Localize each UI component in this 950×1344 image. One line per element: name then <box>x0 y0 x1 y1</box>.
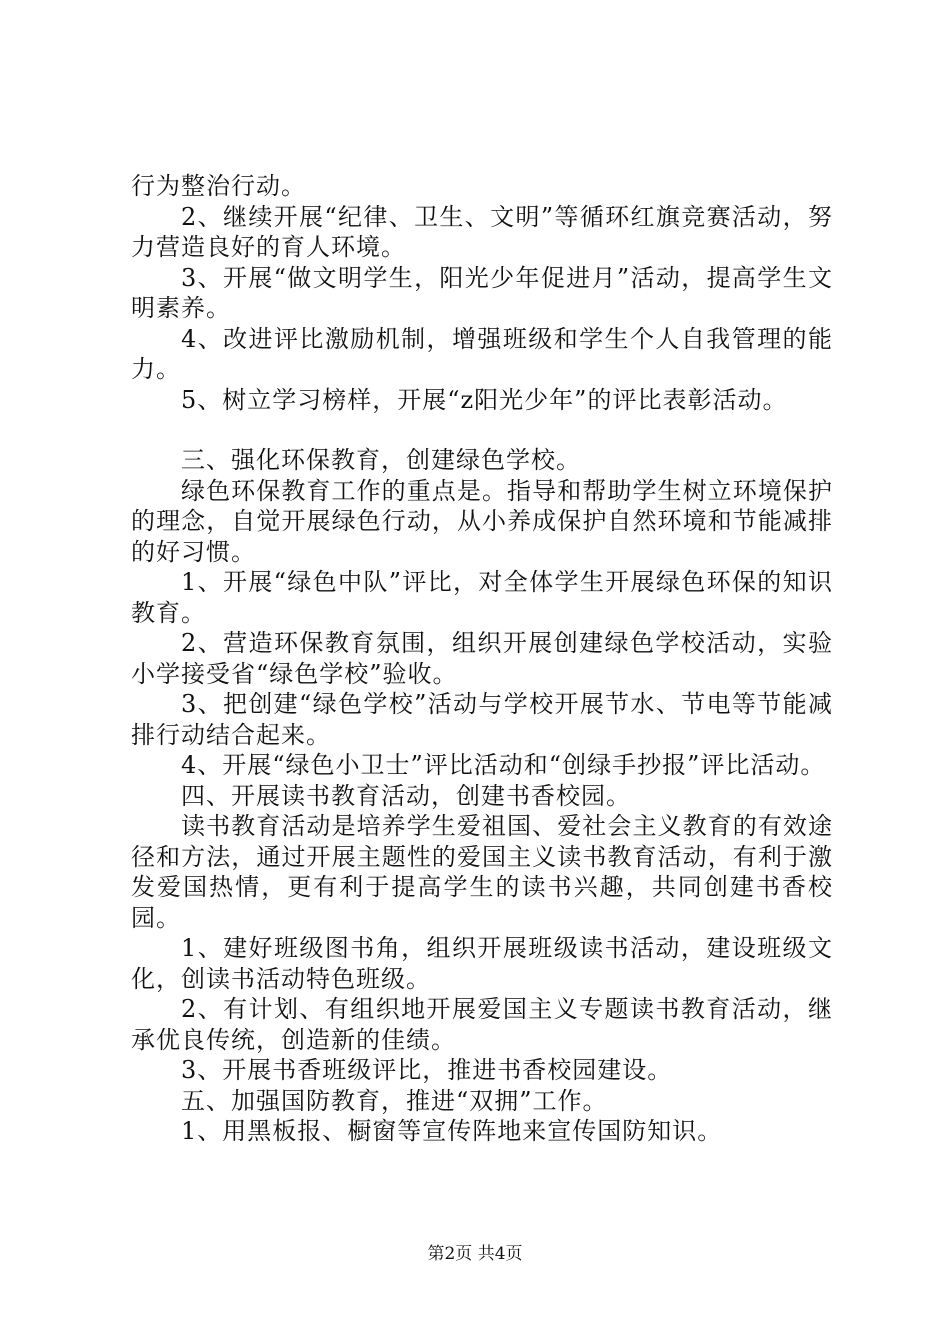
paragraph-item: 3、把创建“绿色学校”活动与学校开展节水、节电等节能减排行动结合起来。 <box>131 690 833 749</box>
paragraph-item: 1、用黑板报、橱窗等宣传阵地来宣传国防知识。 <box>181 1117 723 1145</box>
paragraph-item: 4、改进评比激励机制，增强班级和学生个人自我管理的能力。 <box>131 324 833 383</box>
paragraph-continuation: 行为整治行动。 <box>131 172 306 200</box>
paragraph-item: 2、营造环保教育氛围，组织开展创建绿色学校活动，实验小学接受省“绿色学校”验收。 <box>131 629 833 688</box>
paragraph-item: 3、开展“做文明学生，阳光少年促进月”活动，提高学生文明素养。 <box>131 263 833 322</box>
paragraph-item: 1、建好班级图书角，组织开展班级读书活动，建设班级文化，创读书活动特色班级。 <box>131 934 833 993</box>
paragraph-item: 3、开展书香班级评比，推进书香校园建设。 <box>181 1056 673 1084</box>
section-heading: 五、加强国防教育，推进“双拥”工作。 <box>181 1086 608 1115</box>
paragraph-item: 2、有计划、有组织地开展爱国主义专题读书教育活动，继承优良传统，创造新的佳绩。 <box>131 995 833 1054</box>
paragraph-body: 读书教育活动是培养学生爱祖国、爱社会主义教育的有效途径和方法，通过开展主题性的爱国主义读书教育活动，有利于激发爱国热情，更有利于提高学生的读书兴趣，共同创建书香校园。 <box>131 812 833 932</box>
paragraph-item: 2、继续开展“纪律、卫生、文明”等循环红旗竞赛活动，努力营造良好的育人环境。 <box>131 202 833 261</box>
paragraph-item: 1、开展“绿色中队”评比，对全体学生开展绿色环保的知识教育。 <box>131 568 833 627</box>
document-body <box>131 171 833 1147</box>
paragraph-item: 4、开展“绿色小卫士”评比活动和“创绿手抄报”评比活动。 <box>181 751 826 779</box>
section-heading: 四、开展读书教育活动，创建书香校园。 <box>181 781 631 810</box>
paragraph-item: 5、树立学习榜样，开展“z阳光少年”的评比表彰活动。 <box>181 385 788 414</box>
paragraph-body: 绿色环保教育工作的重点是。指导和帮助学生树立环境保护的理念，自觉开展绿色行动，从小养成保护自然环境和节能减排的好习惯。 <box>131 476 833 566</box>
page-number-footer: 第2页 共4页 <box>427 1244 523 1264</box>
section-heading: 三、强化环保教育，创建绿色学校。 <box>181 446 581 474</box>
